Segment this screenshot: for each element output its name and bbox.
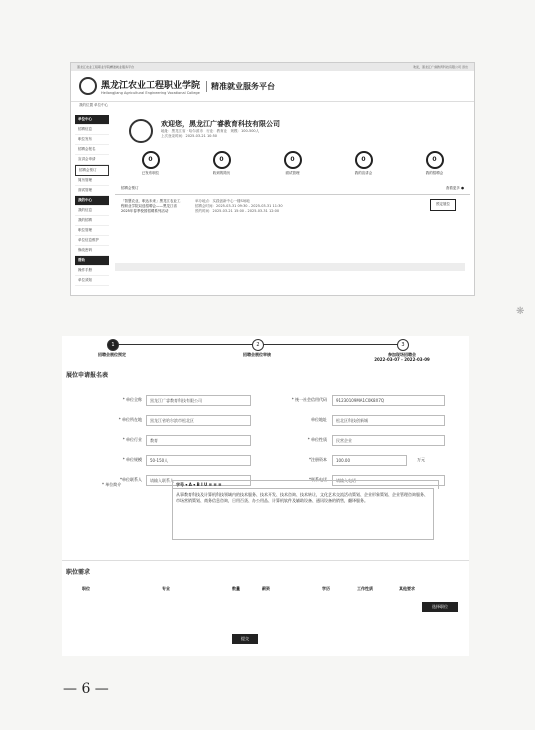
label-location: * 单位所在地 [118, 417, 142, 422]
sidebar-item-4[interactable]: 宣讲会申请 [75, 155, 109, 165]
label-nature: * 单位性质 [307, 437, 327, 442]
capital-unit: 万元 [417, 457, 425, 462]
stat-resumes[interactable] [197, 151, 247, 176]
screenshot-dashboard [70, 62, 475, 296]
topbar-left: 黑龙江农业工程职业学院精准就业服务平台 [77, 65, 135, 69]
stat-value: 0 [355, 151, 373, 169]
label-industry: * 单位行业 [122, 437, 142, 442]
stat-value: 0 [284, 151, 302, 169]
sidebar-item-9[interactable]: 我的信息 [75, 206, 109, 216]
stat-label: 我的招聘会 [425, 171, 444, 175]
brand-header [71, 71, 474, 102]
sidebar-item-15[interactable]: 操作手册 [75, 266, 109, 276]
industry-select[interactable]: 教育 [146, 435, 251, 446]
stat-label: 面试管理 [285, 171, 300, 175]
stats-row [115, 151, 470, 176]
stat-label: 我的宣讲会 [354, 171, 373, 175]
stat-published[interactable] [126, 151, 176, 176]
editor-toolbar[interactable]: 字号 ▾ A ▾ B I U ≡ ≡ ≡ [172, 480, 439, 489]
col-major: 专业 [162, 586, 170, 591]
stat-label: 已发布职位 [141, 171, 160, 175]
college-logo-icon [79, 77, 97, 95]
company-name-field[interactable]: 黑龙江广睿教育科技有限公司 [146, 395, 251, 406]
select-position-button[interactable]: 选择职位 [422, 602, 458, 612]
step-3-date: 2022-03-07 - 2022-03-09 [374, 357, 430, 362]
topbar-right[interactable]: 欢迎，黑龙江广睿教育科技有限公司 退出 [413, 65, 468, 69]
label-credit-code: * 统一社会信用代码 [291, 397, 327, 402]
form-title: 展位申请报名表 [66, 372, 109, 379]
page-number: — 6 — [63, 681, 109, 697]
screenshot-booking-form [62, 336, 469, 656]
col-salary: 薪资 [262, 586, 270, 591]
side-stamp-icon: ❋ [516, 306, 525, 317]
stat-value: 0 [142, 151, 160, 169]
notice-location: 举办地点：实践创新中心一楼S场地 [195, 199, 250, 203]
capital-field[interactable]: 100.00 [332, 455, 407, 466]
tab-fair-booking[interactable]: 招聘会预订 [121, 186, 139, 190]
stat-fairs[interactable] [410, 151, 460, 176]
step-3-dot: 3 [397, 339, 409, 351]
sidebar-item-12[interactable]: 单位信息维护 [75, 236, 109, 246]
tab-bar [115, 186, 470, 195]
stat-value: 0 [426, 151, 444, 169]
sidebar-item-16[interactable]: 单位须知 [75, 276, 109, 286]
sidebar-item-10[interactable]: 我的招聘 [75, 216, 109, 226]
brand-name-en: Heilongjiang Agricultural Engineering Vocational College [101, 90, 200, 95]
stat-talks[interactable] [339, 151, 389, 176]
sidebar-item-8[interactable]: 我的中心 [75, 196, 109, 206]
fair-notice [115, 199, 470, 214]
progress-steps [62, 336, 469, 370]
label-company-name: * 单位全称 [122, 397, 142, 402]
platform-name: 精准就业服务平台 [206, 81, 275, 92]
footer-bar [115, 263, 465, 271]
label-description: * 单位简介 [102, 482, 122, 487]
contact-field[interactable]: 请输入联系人 [146, 475, 251, 486]
label-capital: *注册资本 [309, 457, 327, 462]
phone-field[interactable]: 请输入电话 [332, 475, 445, 486]
sidebar-item-1[interactable]: 招聘信息 [75, 125, 109, 135]
company-logo-icon [129, 119, 153, 143]
meta-size: 规模：100-500人 [230, 129, 260, 133]
position-requirements [62, 560, 469, 631]
step-2-dot: 2 [252, 339, 264, 351]
meta-address: 地址：黑龙江省 · 哈尔滨市 [161, 129, 203, 133]
notice-title[interactable]: 「智慧农业，职达未来」黑龙江农业工程职业学院双选招聘会——黑龙江省2025年春季校园招聘系列活动 [121, 199, 181, 213]
brand-name: 黑龙江农业工程职业学院 [101, 80, 201, 91]
step-3-title: 参加现场招聘会 [388, 352, 416, 357]
stat-label: 收到的简历 [212, 171, 231, 175]
credit-code-field[interactable]: 91230109MA1C0K8X7Q [332, 395, 445, 406]
size-select[interactable]: 50-150人 [146, 455, 251, 466]
stat-value: 0 [213, 151, 231, 169]
col-job-type: 工作性质 [357, 586, 373, 591]
notice-booking-time: 预约时间：2025-03-21 15:00 - 2025-03-31 12:00 [195, 209, 280, 213]
col-education: 学历 [322, 586, 330, 591]
breadcrumb: 我的位置 单位中心 [79, 103, 109, 107]
col-position: 职位 [82, 586, 90, 591]
col-count: 数量 [232, 586, 240, 591]
nature-select[interactable]: 民营企业 [332, 435, 445, 446]
sidebar-item-0[interactable]: 单位中心 [75, 115, 109, 125]
sidebar-item-5[interactable]: 招聘会预订 [75, 165, 109, 176]
sidebar-item-13[interactable]: 修改密码 [75, 246, 109, 256]
sidebar [75, 115, 109, 286]
submit-button[interactable]: 提交 [232, 634, 258, 644]
sidebar-item-6[interactable]: 简历管理 [75, 176, 109, 186]
req-table-header [62, 586, 469, 592]
sidebar-item-3[interactable]: 招聘会报名 [75, 145, 109, 155]
stat-interviews[interactable] [268, 151, 318, 176]
sidebar-item-11[interactable]: 职位管理 [75, 226, 109, 236]
address-field[interactable]: 松北区科技创新城 [332, 415, 445, 426]
col-other: 其他要求 [399, 586, 415, 591]
book-booth-button[interactable]: 预定展位 [430, 199, 456, 211]
meta-last-login: 上次登录时间：2025-03-21 10:50 [161, 134, 218, 138]
sidebar-item-2[interactable]: 职位发布 [75, 135, 109, 145]
step-3-label [362, 352, 442, 362]
description-editor[interactable]: 从事教育科技及计算机科技领域内的技术服务、技术开发、技术咨询、技术转让，文化艺术交流活动策划、企业形象策划、企业管理咨询服务、市场营销策划、商务信息咨询，日用百货、办公用品、计算机软件及辅助设备、通讯设备的销售，翻译服务。 [172, 488, 434, 540]
top-bar [71, 63, 474, 71]
req-title: 职位需求 [66, 569, 91, 576]
sidebar-item-14[interactable]: 帮助 [75, 256, 109, 266]
view-more-link[interactable]: 查看更多 ● [445, 186, 464, 190]
label-contact: *单位联系人 [120, 477, 142, 482]
label-address: 单位地址 [311, 417, 327, 422]
label-size: * 单位规模 [122, 457, 142, 462]
location-field[interactable]: 黑龙江省哈尔滨市松北区 [146, 415, 251, 426]
notice-time: 招聘会时间：2025-03-31 09:30 - 2025-03-31 11:30 [195, 204, 283, 208]
step-1-dot: 1 [107, 339, 119, 351]
label-phone: *联系电话 [309, 477, 327, 482]
meta-industry: 行业：教育业 [206, 129, 228, 133]
step-2-label: 招聘会展位审核 [243, 352, 271, 357]
welcome-text: 欢迎您，黑龙江广睿教育科技有限公司 [161, 120, 280, 128]
step-1-label: 招聘会展位预定 [98, 352, 126, 357]
sidebar-item-7[interactable]: 面试管理 [75, 186, 109, 196]
